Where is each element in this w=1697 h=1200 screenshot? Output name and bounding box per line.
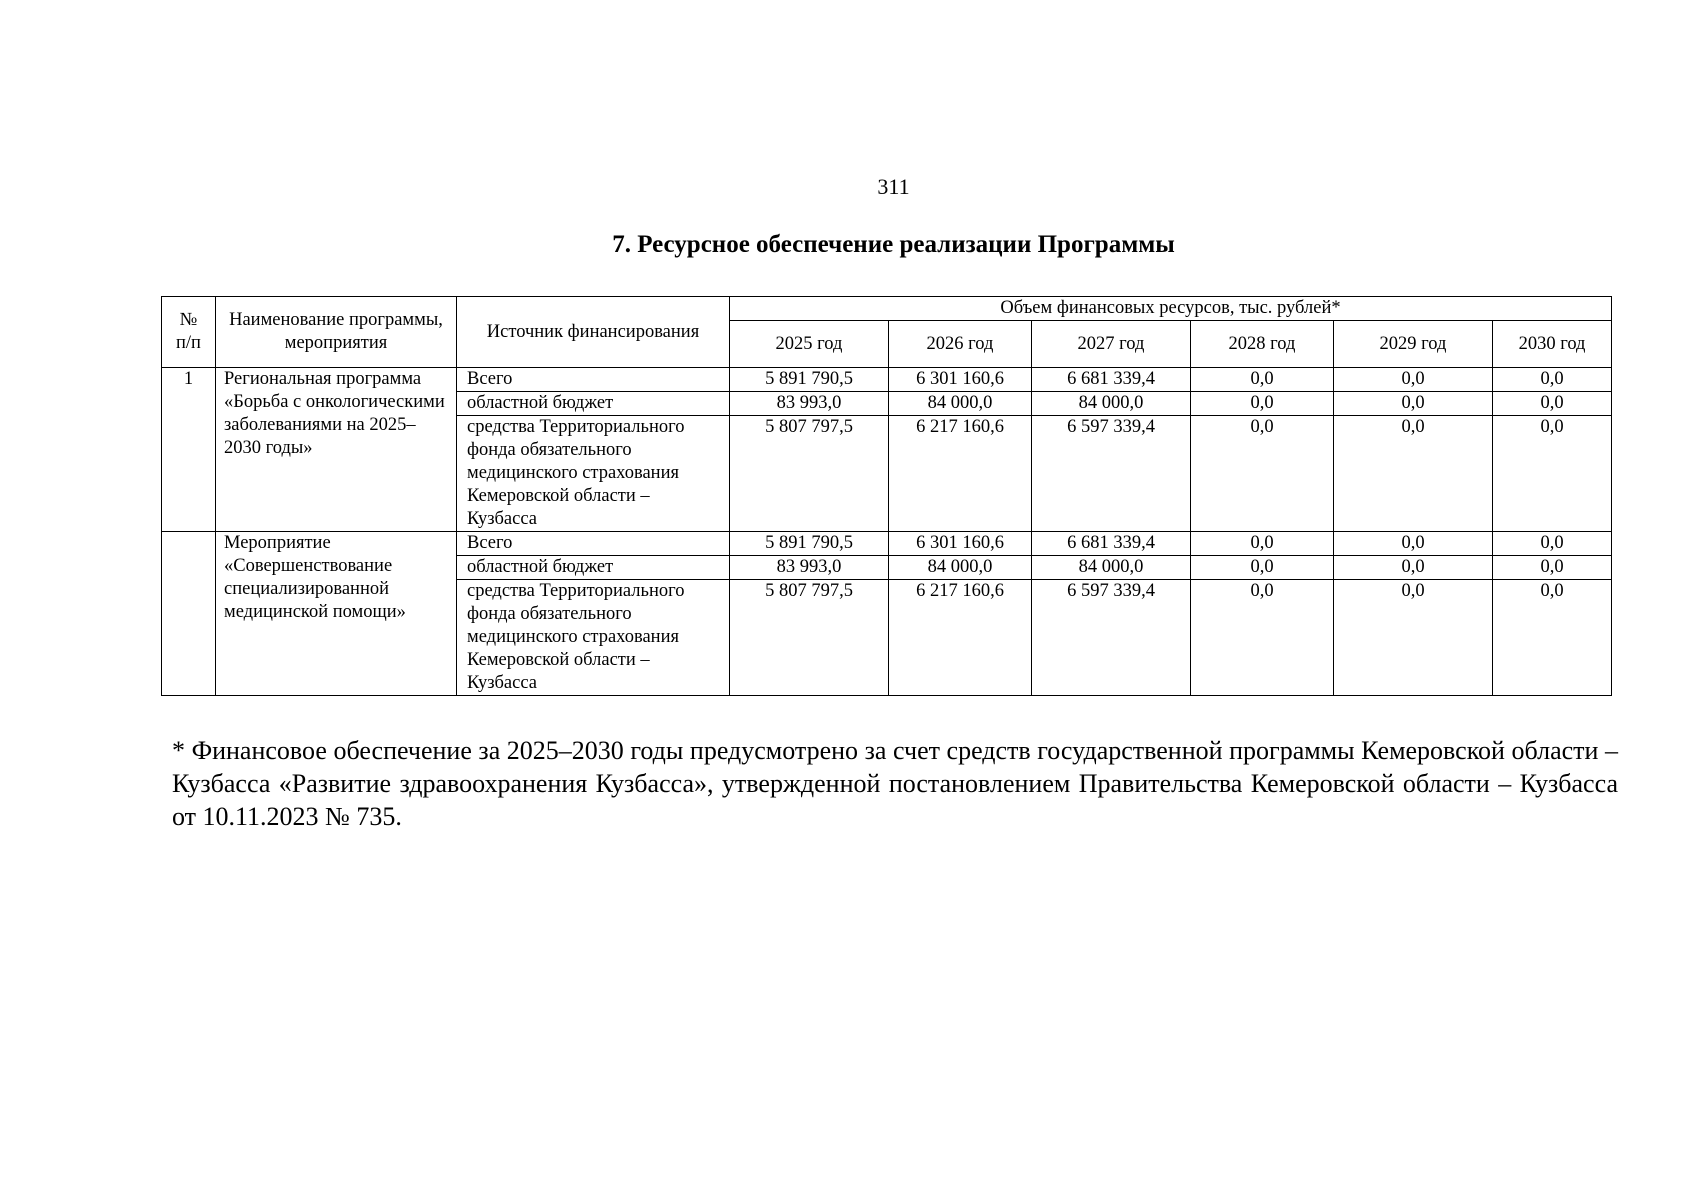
- funding-source: средства Территориального фонда обязательного медицинского страхования Кемеровской области – Кузбасса: [457, 580, 730, 696]
- value-cell: 6 597 339,4: [1032, 416, 1191, 532]
- value-cell: 0,0: [1334, 532, 1493, 556]
- value-cell: 0,0: [1493, 416, 1612, 532]
- value-cell: 5 891 790,5: [730, 532, 889, 556]
- value-cell: 0,0: [1493, 392, 1612, 416]
- value-cell: 6 301 160,6: [889, 368, 1032, 392]
- header-finance-volume: Объем финансовых ресурсов, тыс. рублей*: [730, 297, 1612, 321]
- value-cell: 83 993,0: [730, 392, 889, 416]
- value-cell: 0,0: [1191, 580, 1334, 696]
- header-year: 2025 год: [730, 321, 889, 368]
- value-cell: 0,0: [1334, 556, 1493, 580]
- header-year: 2030 год: [1493, 321, 1612, 368]
- header-year: 2028 год: [1191, 321, 1334, 368]
- value-cell: 6 597 339,4: [1032, 580, 1191, 696]
- value-cell: 0,0: [1191, 532, 1334, 556]
- footnote: * Финансовое обеспечение за 2025–2030 годы предусмотрено за счет средств государственной программы Кемеровской области – Кузбасса «Развитие здравоохранения Кузбасса», утвержденной постановлением Правительства Кемеровской области – Кузбасса от 10.11.2023 № 735.: [172, 736, 1618, 831]
- value-cell: 0,0: [1493, 368, 1612, 392]
- value-cell: 0,0: [1493, 532, 1612, 556]
- value-cell: 6 681 339,4: [1032, 532, 1191, 556]
- value-cell: 6 217 160,6: [889, 580, 1032, 696]
- program-name: Мероприятие «Совершенствование специализированной медицинской помощи»: [216, 532, 457, 696]
- value-cell: 5 891 790,5: [730, 368, 889, 392]
- value-cell: 0,0: [1191, 368, 1334, 392]
- value-cell: 5 807 797,5: [730, 580, 889, 696]
- funding-source: областной бюджет: [457, 392, 730, 416]
- section-heading: 7. Ресурсное обеспечение реализации Программы: [612, 231, 1175, 258]
- funding-source: Всего: [457, 368, 730, 392]
- row-number: [162, 532, 216, 696]
- header-year: 2029 год: [1334, 321, 1493, 368]
- value-cell: 84 000,0: [889, 556, 1032, 580]
- value-cell: 84 000,0: [1032, 392, 1191, 416]
- value-cell: 0,0: [1493, 556, 1612, 580]
- value-cell: 0,0: [1493, 580, 1612, 696]
- value-cell: 0,0: [1191, 416, 1334, 532]
- funding-source: средства Территориального фонда обязательного медицинского страхования Кемеровской области – Кузбасса: [457, 416, 730, 532]
- value-cell: 0,0: [1334, 580, 1493, 696]
- value-cell: 0,0: [1191, 556, 1334, 580]
- header-name: Наименование программы, мероприятия: [216, 297, 457, 368]
- page-number: 311: [877, 174, 910, 199]
- value-cell: 0,0: [1334, 416, 1493, 532]
- value-cell: 83 993,0: [730, 556, 889, 580]
- table-row: [162, 532, 1612, 556]
- header-source: Источник финансирования: [457, 297, 730, 368]
- funding-source: областной бюджет: [457, 556, 730, 580]
- program-name: Региональная программа «Борьба с онкологическими заболеваниями на 2025–2030 годы»: [216, 368, 457, 532]
- header-year: 2027 год: [1032, 321, 1191, 368]
- value-cell: 0,0: [1334, 392, 1493, 416]
- funding-source: Всего: [457, 532, 730, 556]
- value-cell: 5 807 797,5: [730, 416, 889, 532]
- value-cell: 0,0: [1191, 392, 1334, 416]
- value-cell: 6 301 160,6: [889, 532, 1032, 556]
- header-year: 2026 год: [889, 321, 1032, 368]
- value-cell: 84 000,0: [1032, 556, 1191, 580]
- row-number: 1: [162, 368, 216, 532]
- resource-table: [161, 296, 1612, 696]
- value-cell: 84 000,0: [889, 392, 1032, 416]
- value-cell: 6 217 160,6: [889, 416, 1032, 532]
- value-cell: 0,0: [1334, 368, 1493, 392]
- table-row: [162, 368, 1612, 392]
- header-number: № п/п: [162, 297, 216, 368]
- value-cell: 6 681 339,4: [1032, 368, 1191, 392]
